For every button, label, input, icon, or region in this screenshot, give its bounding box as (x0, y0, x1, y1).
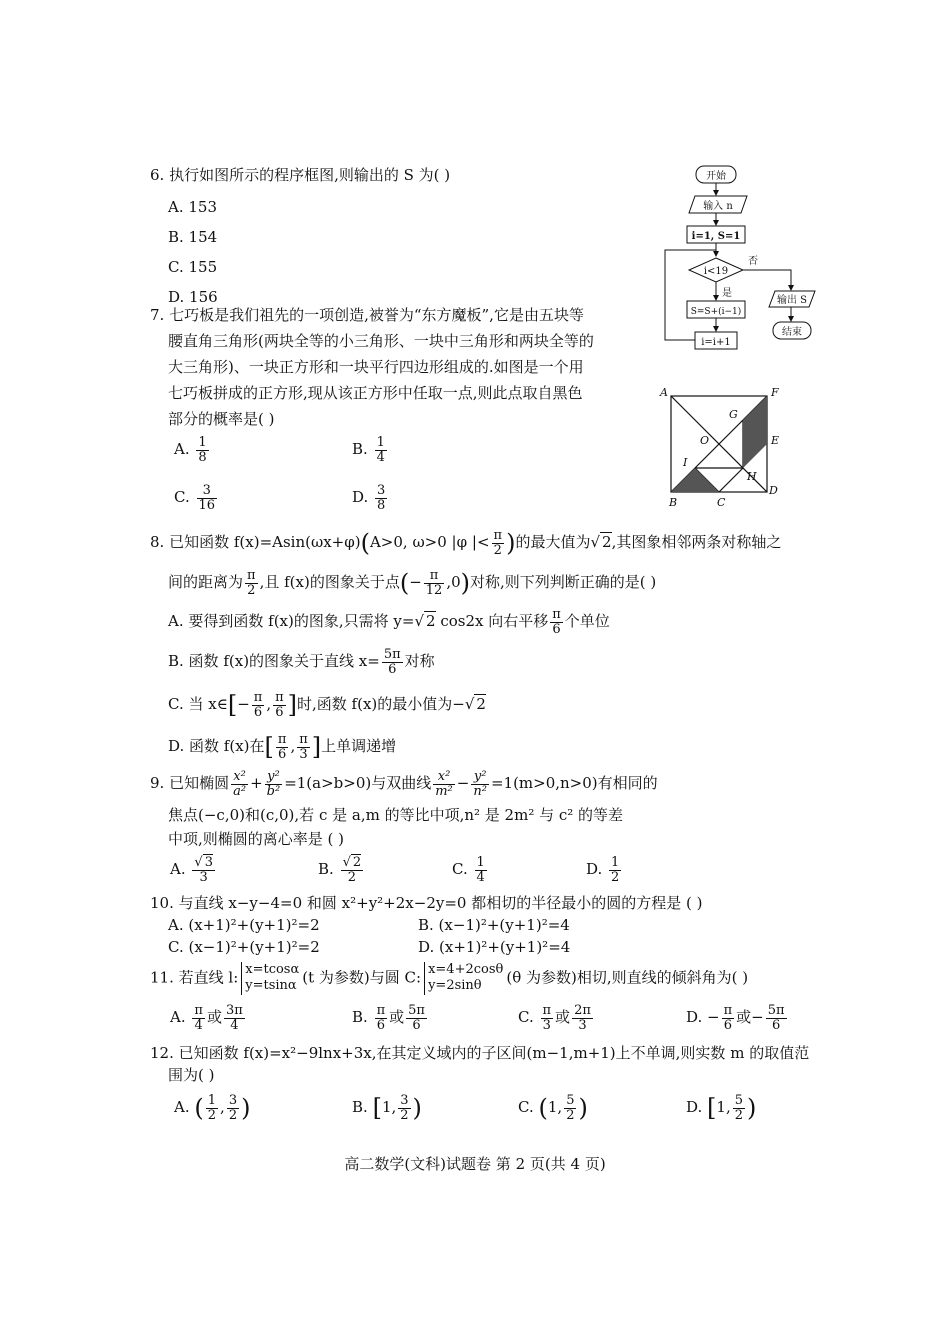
q8-line-2: 间的距离为 $\frac{\pi}{2}$ ,且 f(x)的图象关于点(− $\frac{\pi}{12}$ ,0)对称,则下列判断正确的是( ) (168, 567, 657, 598)
tangram-label-a: A (660, 386, 668, 399)
tangram-label-h: H (747, 470, 757, 483)
q6-flowchart (655, 160, 835, 365)
q7-black-triangle (671, 468, 719, 492)
flow-no: 否 (748, 256, 758, 267)
q9-line-3: 中项,则椭圆的离心率是 ( ) (168, 830, 345, 848)
q9-option-c: C. $\frac{1}{4}$ (452, 855, 485, 885)
q7-stem-line-5: 部分的概率是( ) (168, 410, 275, 428)
flow-end: 结束 (782, 327, 802, 338)
flow-output: 输出 S (776, 295, 808, 306)
page-footer: 高二数学(文科)试题卷 第 2 页(共 4 页) (344, 1155, 606, 1173)
q6-option-c: C. 155 (168, 258, 218, 276)
flow-start: 开始 (706, 171, 726, 182)
tangram-label-d: D (769, 484, 778, 497)
q12-line-2: 围为( ) (168, 1066, 215, 1084)
q9-option-d: D. $\frac{1}{2}$ (586, 855, 620, 885)
q9-option-b: B. $\frac{√ 2}{2}$ (318, 855, 362, 885)
q10-option-b: B. (x−1)²+(y+1)²=4 (418, 916, 570, 934)
q12-line-1: 12. 已知函数 f(x)=x²−9lnx+3x,在其定义域内的子区间(m−1,m+1)上不单调,则实数 m 的取值范 (150, 1044, 810, 1062)
tangram-label-o: O (700, 434, 710, 447)
q7-option-c: C. $\frac{3}{16}$ (174, 483, 216, 513)
q7-stem-line-1: 7. 七巧板是我们祖先的一项创造,被誉为“东方魔板”,它是由五块等 (150, 306, 584, 324)
q8-option-c: C. 当 x∈[− $\frac{\pi}{6}$ , $\frac{\pi}{6}$ ]时,函数 f(x)的最小值为−√ 2 (168, 689, 486, 720)
q6-option-d: D. 156 (168, 288, 218, 306)
q9-line-1: 9. 已知椭圆 $\frac{\text{x²}}{\text{a²}}$ + $\frac{\text{y²}}{\text{b²}}$ =1(a>b>0)与双曲线 $\frac{\text{x²}}{\text{m²}}$ − $\frac{\text{y²}}{\text{n²}}$ =1(m>0,n>0)有相同的 (150, 769, 658, 799)
q12-option-c: C. (1, $\frac{5}{2}$ ) (518, 1093, 588, 1123)
q7-stem-line-4: 七巧板拼成的正方形,现从该正方形中任取一点,则此点取自黑色 (168, 384, 583, 402)
tangram-label-g: G (729, 408, 738, 421)
q12-option-d: D. [1, $\frac{5}{2}$ ) (686, 1093, 757, 1123)
q7-option-a: A. $\frac{1}{8}$ (174, 435, 207, 465)
q10-option-a: A. (x+1)²+(y+1)²=2 (168, 916, 320, 934)
tangram-label-c: C (717, 496, 726, 509)
q6-option-a: A. 153 (168, 198, 217, 216)
q11-option-a: A. $\frac{\pi}{4}$ 或 $\frac{3\pi}{4}$ (170, 1003, 243, 1033)
q8-option-a: A. 要得到函数 f(x)的图象,只需将 y=√ 2 cos2x 向右平移 $\frac{\pi}{6}$ 个单位 (168, 607, 610, 637)
q6-option-b: B. 154 (168, 228, 218, 246)
tangram-label-f: F (771, 386, 779, 399)
q7-option-b: B. $\frac{1}{4}$ (352, 435, 385, 465)
tangram-label-e: E (771, 434, 780, 447)
q11-option-b: B. $\frac{\pi}{6}$ 或 $\frac{5\pi}{6}$ (352, 1003, 425, 1033)
q7-tangram-figure (655, 382, 795, 512)
flow-update-i: i=i+1 (701, 337, 731, 348)
q8-option-b: B. 函数 f(x)的图象关于直线 x= $\frac{5\pi}{6}$ 对称 (168, 647, 435, 677)
q11-option-d: D. − $\frac{\pi}{6}$ 或− $\frac{5\pi}{6}$ (686, 1003, 785, 1033)
q11-option-c: C. $\frac{\pi}{3}$ 或 $\frac{2\pi}{3}$ (518, 1003, 591, 1033)
q7-black-parallelogram (743, 396, 767, 468)
tangram-label-b: B (669, 496, 678, 509)
q12-option-a: A. ( $\frac{1}{2}$ , $\frac{3}{2}$ ) (174, 1093, 251, 1123)
q9-option-a: A. $\frac{√ 3}{3}$ (170, 855, 213, 885)
q12-option-b: B. [1, $\frac{3}{2}$ ) (352, 1093, 422, 1123)
q10-option-c: C. (x−1)²+(y+1)²=2 (168, 938, 320, 956)
q8-line-1: 8. 已知函数 f(x)=Asin(ωx+φ)(A>0, ω>0 |φ |< $\frac{\pi}{2}$ )的最大值为√ 2,其图象相邻两条对称轴之 (150, 527, 782, 558)
q7-stem-line-3: 大三角形)、一块正方形和一块平行四边形组成的.如图是一个用 (168, 358, 584, 376)
q7-option-d: D. $\frac{3}{8}$ (352, 483, 386, 513)
flow-init: i=1, S=1 (691, 231, 741, 242)
q6-stem: 6. 执行如图所示的程序框图,则输出的 S 为( ) (150, 166, 451, 184)
q8-option-d: D. 函数 f(x)在[ $\frac{\pi}{6}$ , $\frac{\pi}{3}$ ]上单调递增 (168, 731, 397, 762)
flow-input: 输入 n (703, 201, 733, 212)
q10-stem: 10. 与直线 x−y−4=0 和圆 x²+y²+2x−2y=0 都相切的半径最小的圆的方程是 ( ) (150, 894, 703, 912)
q7-stem-line-2: 腰直角三角形(两块全等的小三角形、一块中三角形和两块全等的 (168, 332, 594, 350)
tangram-label-i: I (683, 456, 688, 469)
flow-yes: 是 (722, 288, 732, 299)
q11-stem: 11. 若直线 l: x=tcosα y=tsinα (t 为参数)与圆 C: x=4+2cosθ y=2sinθ (θ 为参数)相切,则直线的倾斜角为( ) (150, 962, 749, 994)
flow-update-s: S=S+(i−1) (690, 307, 742, 317)
q10-option-d: D. (x+1)²+(y+1)²=4 (418, 938, 571, 956)
flow-cond: i<19 (703, 266, 729, 277)
q9-line-2: 焦点(−c,0)和(c,0),若 c 是 a,m 的等比中项,n² 是 2m² 与 c² 的等差 (168, 806, 624, 824)
